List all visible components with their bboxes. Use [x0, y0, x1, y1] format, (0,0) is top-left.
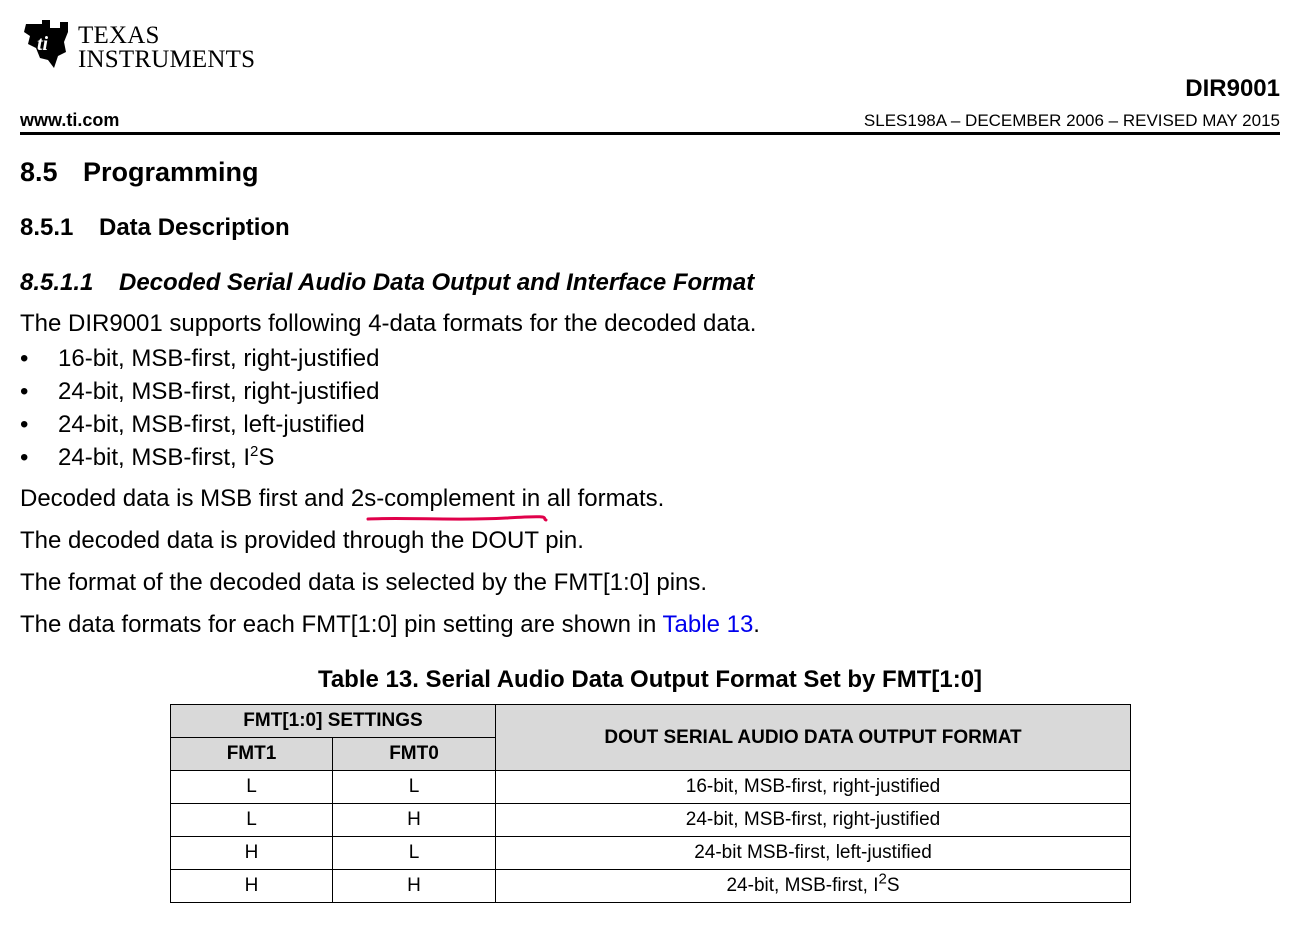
annotated-text: 2s-complement: [350, 485, 515, 512]
table-row: H L 24-bit MSB-first, left-justified: [171, 837, 1131, 870]
subsection-number: 8.5.1: [20, 214, 74, 241]
logo-line1: TEXAS: [78, 22, 160, 49]
subsection-heading: [20, 214, 290, 242]
table-format-header: DOUT SERIAL AUDIO DATA OUTPUT FORMAT: [496, 705, 1131, 771]
part-number: DIR9001: [1185, 75, 1280, 102]
table-title: Table 13. Serial Audio Data Output Format Set by FMT[1:0]: [317, 666, 983, 693]
section-number: 8.5: [20, 157, 58, 187]
list-item: • 16-bit, MSB-first, right-justified: [20, 345, 380, 372]
format-list: [20, 342, 379, 474]
list-item: • 24-bit, MSB-first, left-justified: [20, 411, 365, 438]
section-title: Programming: [83, 157, 259, 187]
svg-text:ti: ti: [37, 33, 49, 55]
table-13-link[interactable]: Table 13: [662, 611, 754, 638]
ti-logo: [20, 16, 260, 76]
complement-paragraph: Decoded data is MSB first and 2s-complement in all formats.: [20, 485, 665, 512]
intro-paragraph: The DIR9001 supports following 4-data formats for the decoded data.: [20, 310, 757, 337]
ti-logo-icon: [20, 16, 76, 72]
fmt-pins-paragraph: The format of the decoded data is selected by the FMT[1:0] pins.: [20, 569, 708, 596]
table-row: L H 24-bit, MSB-first, right-justified: [171, 804, 1131, 837]
document-id: SLES198A – DECEMBER 2006 – REVISED MAY 2015: [863, 111, 1280, 130]
section-heading: [20, 157, 259, 188]
list-item: • 24-bit, MSB-first, right-justified: [20, 378, 380, 405]
subsubsection-number: 8.5.1.1: [20, 269, 94, 296]
format-table: [170, 704, 1131, 903]
page-header-rule: [20, 110, 1280, 135]
table-fmt0-header: FMT0: [333, 738, 496, 771]
red-underline-annotation: [366, 514, 548, 524]
subsection-title: Data Description: [99, 214, 290, 241]
table-row: H H 24-bit, MSB-first, $I^2S$: [171, 870, 1131, 903]
table-group-header: FMT[1:0] SETTINGS: [171, 705, 496, 738]
logo-wordmark: [78, 24, 255, 72]
list-item: • 24-bit, MSB-first, $I^2S$: [20, 443, 275, 471]
table-fmt1-header: FMT1: [171, 738, 333, 771]
subsubsection-title: Decoded Serial Audio Data Output and Interface Format: [119, 269, 755, 296]
table-reference-paragraph: The data formats for each FMT[1:0] pin setting are shown in Table 13.: [20, 611, 760, 638]
dout-paragraph: The decoded data is provided through the DOUT pin.: [20, 527, 584, 554]
subsubsection-heading: [20, 269, 754, 297]
table-row: L L 16-bit, MSB-first, right-justified: [171, 771, 1131, 804]
logo-line2: INSTRUMENTS: [78, 46, 256, 73]
site-link[interactable]: www.ti.com: [20, 110, 120, 130]
